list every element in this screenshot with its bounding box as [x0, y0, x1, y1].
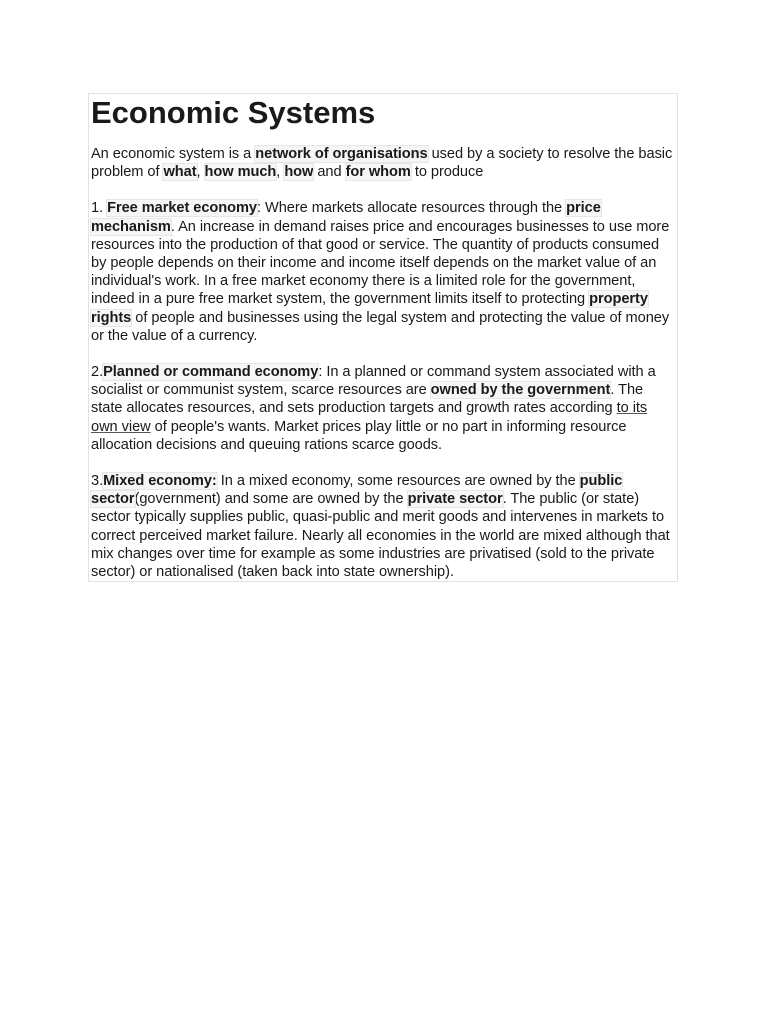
keyword-price-mechanism: price mechanism — [91, 200, 601, 235]
intro-text-2: used by a society to resolve the basic problem of — [91, 146, 673, 181]
keyword-for-whom: for whom — [345, 164, 411, 181]
free-market-text-3: of people and businesses using the legal system and protecting the value of money or the value of a currency. — [91, 309, 670, 344]
intro-text-1: An economic system is a — [91, 146, 256, 162]
keyword-public-sector: public sector — [91, 473, 623, 508]
keyword-how-much: how much — [204, 164, 277, 181]
document-content — [88, 93, 678, 582]
planned-text-3: of people's wants. Market prices play little or no part in informing resource allocation decisions and queuing rations scarce goods. — [91, 418, 627, 453]
free-market-paragraph — [91, 199, 677, 345]
keyword-property-rights: property rights — [91, 291, 648, 326]
page-title: Economic Systems — [91, 95, 376, 130]
planned-text-2: . The state allocates resources, and sets production targets and growth rates according — [91, 382, 644, 417]
intro-text-5: and — [313, 164, 346, 181]
mixed-text-1: In a mixed economy, some resources are owned by the — [216, 473, 580, 490]
intro-text-3: , — [196, 164, 205, 181]
free-market-number: 1. — [91, 200, 108, 217]
mixed-text-3: . The public (or state) sector typically supplies public, quasi-public and merit goods and intervenes in markets to correct perceived market failure. Nearly all economies in the world are mixed although that mix changes over time for example as some industries are privatised (sold to the private sector) or nationalised (taken back into state ownership). — [91, 491, 670, 581]
mixed-text-2: (government) and some are owned by the — [134, 491, 408, 508]
intro-text-6: to produce — [410, 164, 484, 181]
keyword-mixed-economy: Mixed economy: — [103, 473, 217, 490]
planned-text-1: : In a planned or command system associated with a socialist or communist system, scarce resources are — [91, 364, 656, 399]
planned-number: 2. — [91, 364, 104, 381]
mixed-number: 3. — [91, 473, 104, 490]
keyword-how: how — [284, 164, 314, 181]
keyword-planned-or-command-economy: Planned or command economy — [103, 364, 319, 381]
keyword-network-of-organisations: network of organisations — [255, 146, 428, 162]
keyword-private-sector: private sector — [407, 491, 503, 508]
link-to-its-own-view[interactable]: to its own view — [91, 400, 648, 435]
keyword-free-market-economy: Free market economy — [107, 200, 257, 217]
keyword-what: what — [163, 164, 197, 181]
keyword-owned-by-the-government: owned by the government — [430, 382, 611, 399]
mixed-economy-paragraph — [91, 472, 677, 581]
planned-economy-paragraph — [91, 363, 677, 454]
free-market-text-2: . An increase in demand raises price and encourages businesses to use more resources into the production of that good or service. The quantity of products consumed by people depends on their income and income itself depends on the market value of an individual's work. In a free market economy there is a limited role for the government, indeed in a pure free market system, the government limits itself to protecting — [91, 218, 670, 308]
intro-text-4: , — [276, 164, 285, 181]
intro-paragraph — [91, 145, 677, 181]
free-market-text-1: : Where markets allocate resources through the — [257, 200, 567, 217]
